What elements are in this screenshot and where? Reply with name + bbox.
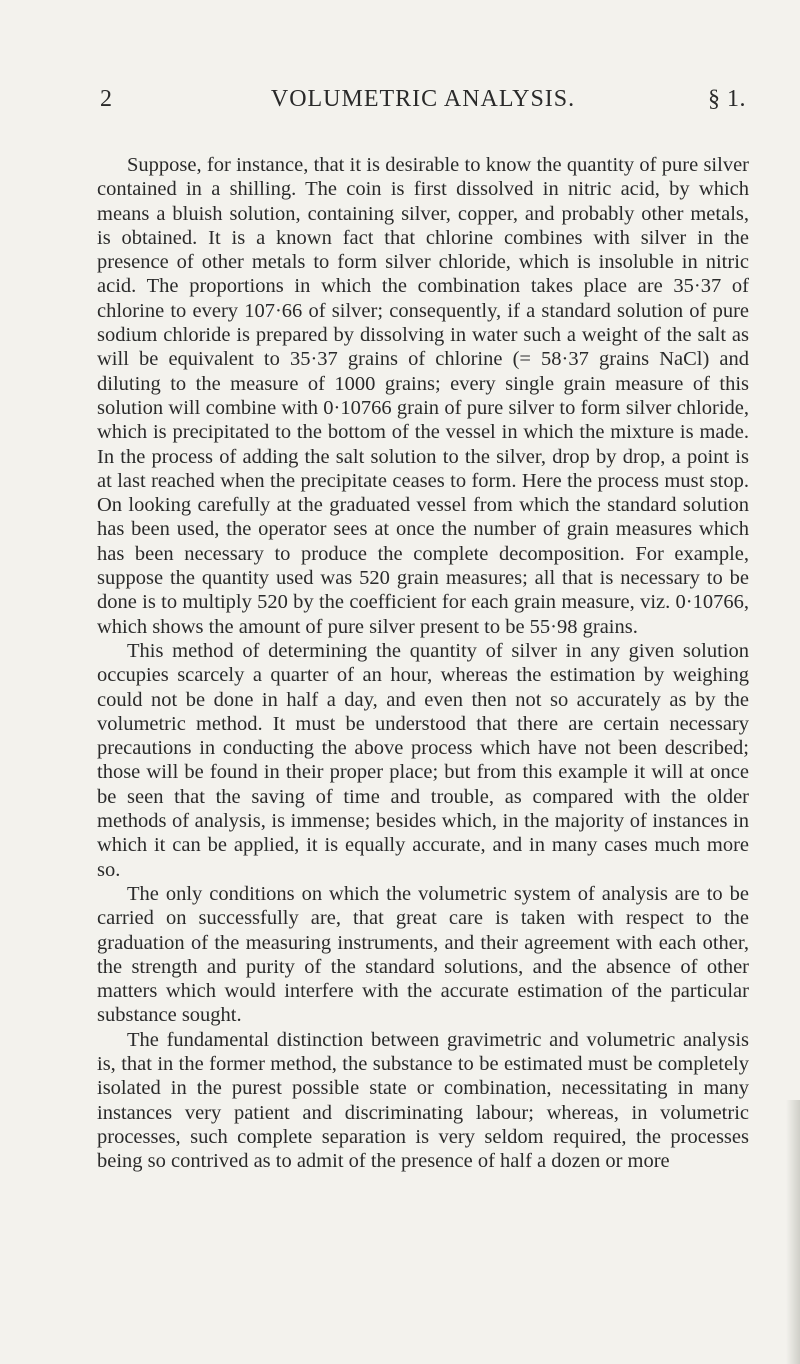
paragraph: Suppose, for instance, that it is desirable to know the quantity of pure silver contained in a shilling. The coin is first dissolved in nitric acid, by which means a bluish solution, containing silver, copper, and probably other metals, is obtained. It is a known fact that chlorine combines with silver in the presence of other metals to form silver chloride, which is insoluble in nitric acid. The proportions in which the combination takes place are 35·37 of chlorine to every 107·66 of silver; consequently, if a standard solution of pure sodium chloride is prepared by dissolving in water such a weight of the salt as will be equivalent to 35·37 grains of chlorine (= 58·37 grains NaCl) and diluting to the measure of 1000 grains; every single grain measure of this solution will combine with 0·10766 grain of pure silver to form silver chloride, which is precipitated to the bottom of the vessel in which the mixture is made. In the process of adding the salt solution to the silver, drop by drop, a point is at last reached when the precipitate ceases to form. Here the process must stop. On looking carefully at the graduated vessel from which the standard solution has been used, the operator sees at once the number of grain measures which has been necessary to produce the complete decomposition. For example, suppose the quantity used was 520 grain measures; all that is necessary to be done is to multiply 520 by the coefficient for each grain measure, viz. 0·10766, which shows the amount of pure silver present to be 55·98 grains. [97, 154, 749, 638]
paragraph: The fundamental distinction between gravimetric and volumetric analysis is, that in the former method, the substance to be estimated must be completely isolated in the purest possible state or combination, necessitating in many instances very patient and discriminating labour; whereas, in volumetric processes, such complete separation is very seldom required, the processes being so contrived as to admit of the presence of half a dozen or more [97, 1028, 749, 1173]
body-text [97, 153, 749, 1173]
page-edge-shadow [786, 1100, 800, 1364]
paragraph: This method of determining the quantity of silver in any given solution occupies scarcely a quarter of an hour, whereas the estimation by weighing could not be done in half a day, and even then not so accurately as by the volumetric method. It must be understood that there are certain necessary precautions in conducting the above process which have not been described; those will be found in their proper place; but from this example it will at once be seen that the saving of time and trouble, as compared with the older methods of analysis, is immense; besides which, in the majority of instances in which it can be applied, it is equally accurate, and in many cases much more so. [97, 639, 749, 881]
section-mark: § 1. [708, 86, 746, 112]
running-head [100, 86, 746, 126]
paragraph: The only conditions on which the volumetric system of analysis are to be carried on successfully are, that great care is taken with respect to the graduation of the measuring instruments, and their agreement with each other, the strength and purity of the standard solutions, and the absence of other matters which would interfere with the accurate estimation of the particular substance sought. [97, 882, 749, 1027]
page-number: 2 [100, 86, 113, 112]
running-title: VOLUMETRIC ANALYSIS. [270, 86, 576, 112]
